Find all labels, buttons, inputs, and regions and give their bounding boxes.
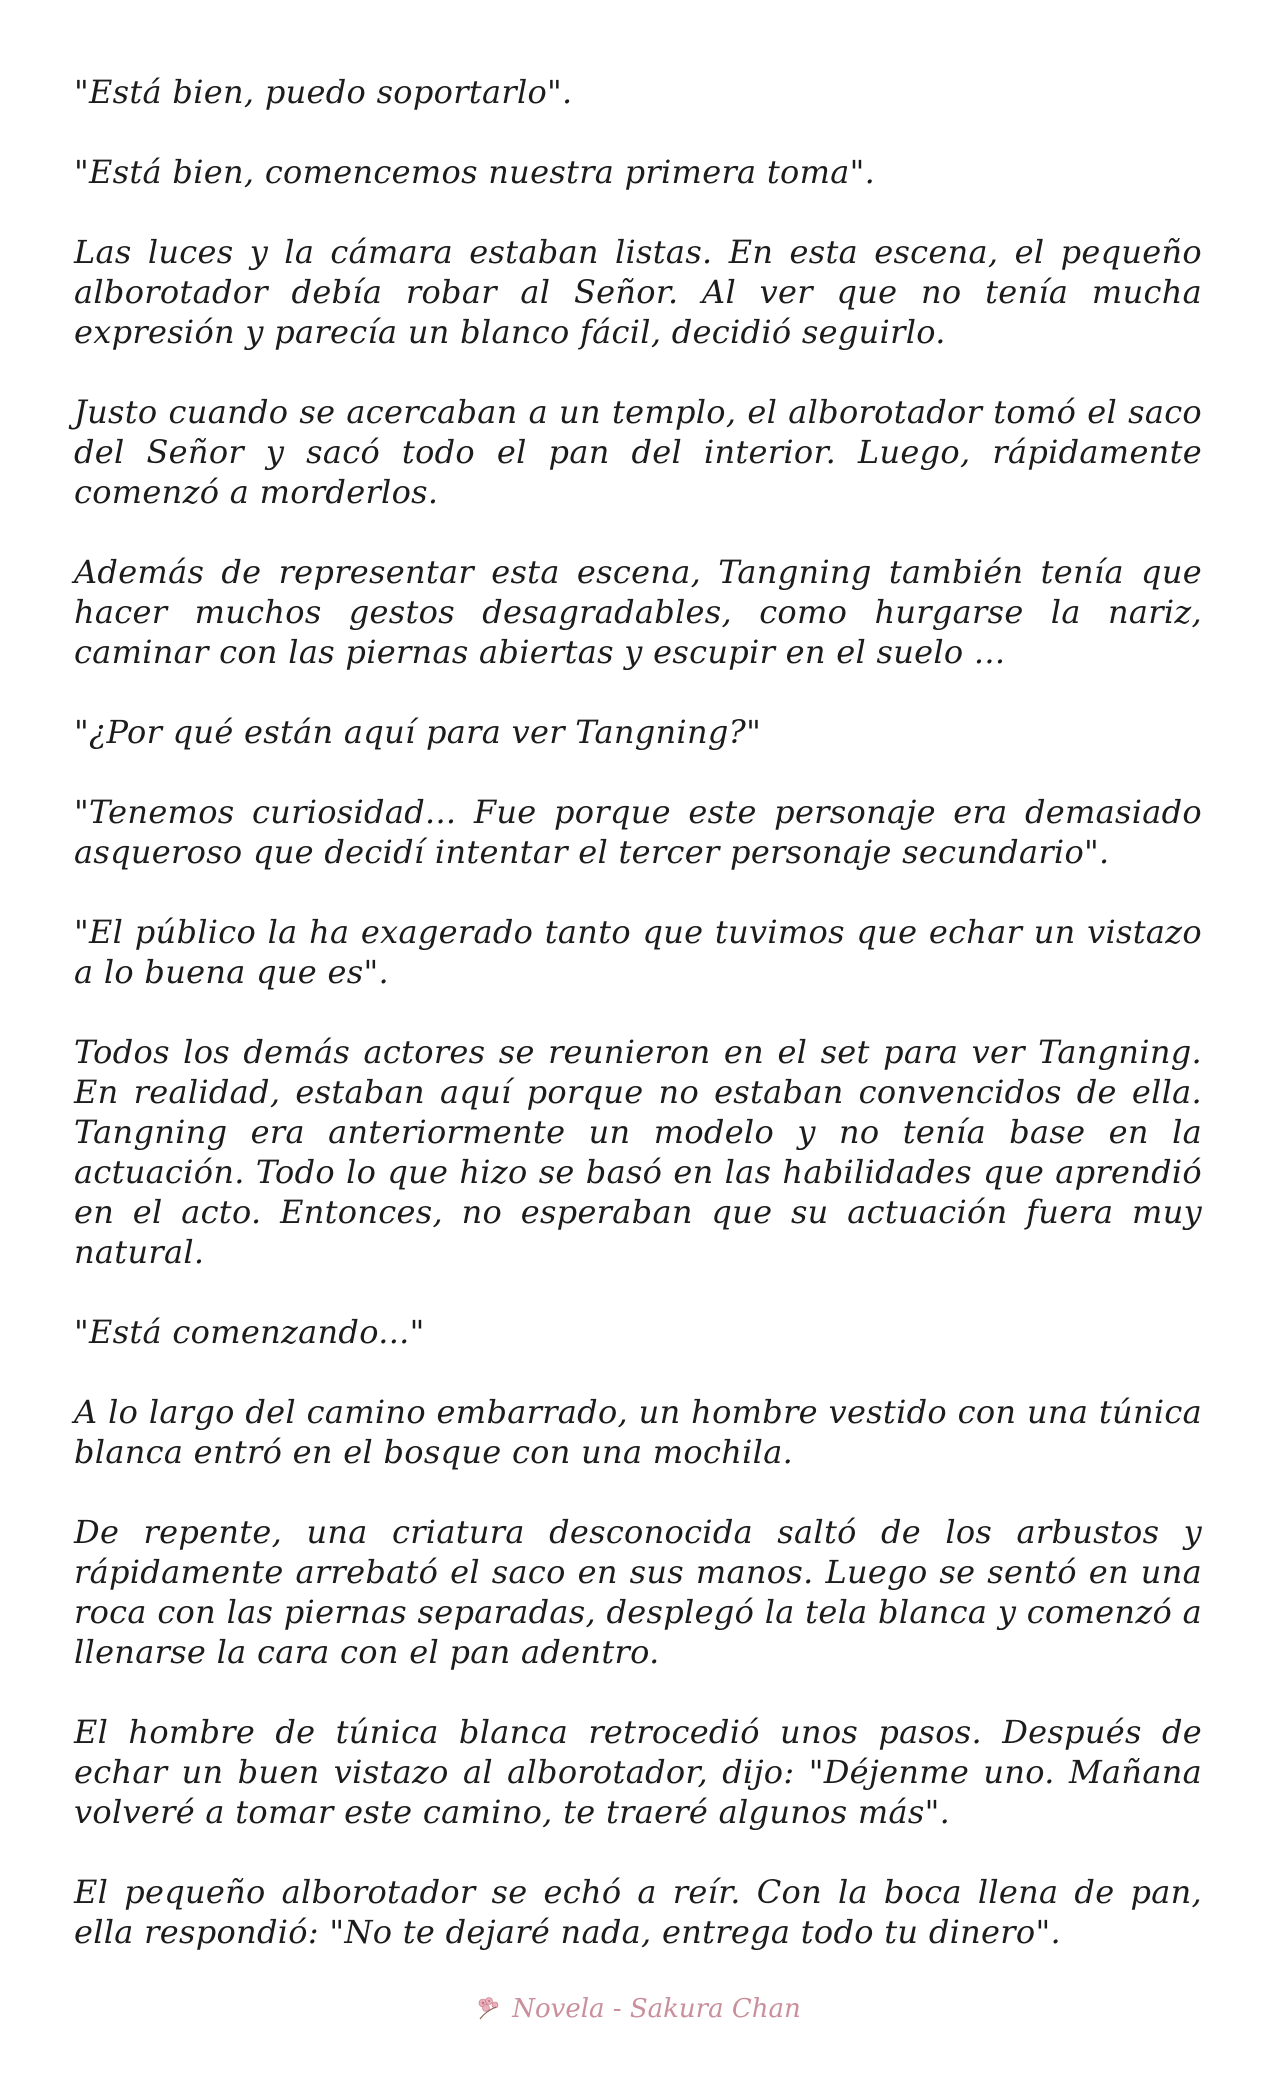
paragraph: Además de representar esta escena, Tangning también tenía que hacer muchos gestos desagradables, como hurgarse la nariz, caminar con las piernas abiertas y escupir en el suelo ... [74,553,1202,671]
chapter-text [74,72,1202,1992]
paragraph: Justo cuando se acercaban a un templo, el alborotador tomó el saco del Señor y sacó todo el pan del interior. Luego, rápidamente comenzó a morderlos. [74,393,1202,511]
paragraph: De repente, una criatura desconocida saltó de los arbustos y rápidamente arrebató el saco en sus manos. Luego se sentó en una roca con las piernas separadas, desplegó la tela blanca y comenzó a llenarse la cara con el pan adentro. [74,1513,1202,1671]
watermark [0,1994,1275,2024]
paragraph: "Tenemos curiosidad... Fue porque este personaje era demasiado asqueroso que decidí intentar el tercer personaje secundario". [74,793,1202,871]
watermark-text: Novela - Sakura Chan [512,1994,801,2024]
paragraph: El pequeño alborotador se echó a reír. Con la boca llena de pan, ella respondió: "No te dejaré nada, entrega todo tu dinero". [74,1873,1202,1951]
paragraph: "Está bien, puedo soportarlo". [74,73,573,111]
paragraph: A lo largo del camino embarrado, un hombre vestido con una túnica blanca entró en el bosque con una mochila. [74,1393,1202,1471]
sakura-flower-icon [474,1995,504,2023]
paragraph: "El público la ha exagerado tanto que tuvimos que echar un vistazo a lo buena que es". [74,913,1202,991]
paragraph: El hombre de túnica blanca retrocedió unos pasos. Después de echar un buen vistazo al alborotador, dijo: "Déjenme uno. Mañana volveré a tomar este camino, te traeré algunos más". [74,1713,1202,1831]
paragraph: "Está comenzando..." [74,1313,425,1351]
paragraph: "¿Por qué están aquí para ver Tangning?" [74,713,762,751]
paragraph: "Está bien, comencemos nuestra primera toma". [74,153,876,191]
paragraph: Las luces y la cámara estaban listas. En esta escena, el pequeño alborotador debía robar al Señor. Al ver que no tenía mucha expresión y parecía un blanco fácil, decidió seguirlo. [74,233,1202,351]
paragraph: Todos los demás actores se reunieron en el set para ver Tangning. En realidad, estaban aquí porque no estaban convencidos de ella. Tangning era anteriormente un modelo y no tenía base en la actuación. Todo lo que hizo se basó en las habilidades que aprendió en el acto. Entonces, no esperaban que su actuación fuera muy natural. [74,1033,1202,1271]
